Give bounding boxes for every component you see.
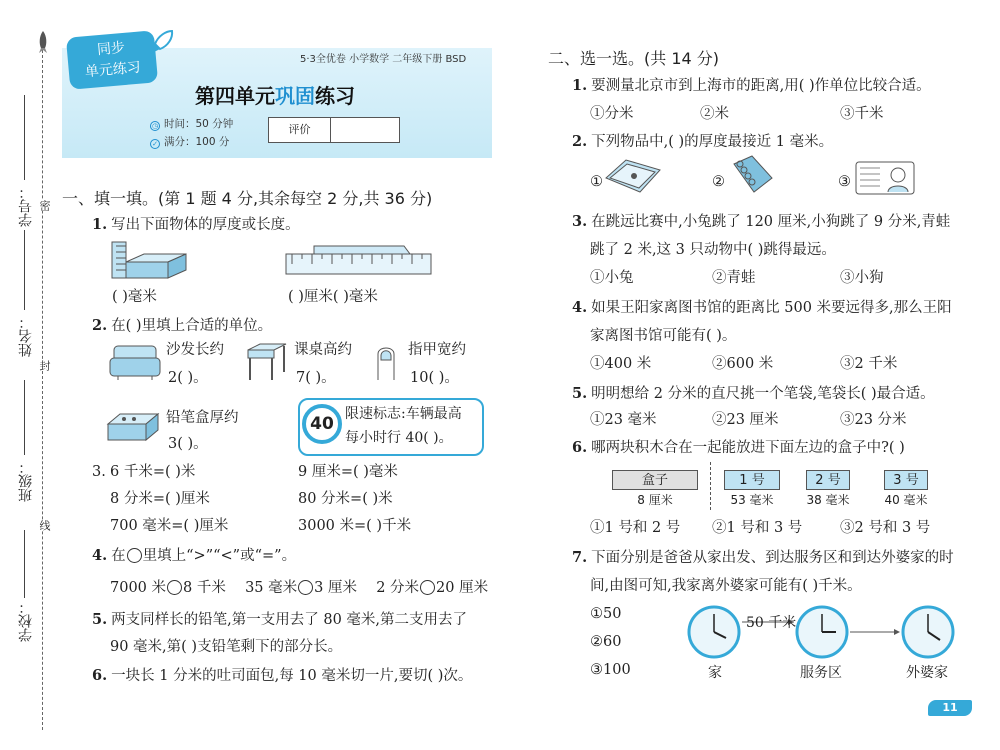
ruler-figure xyxy=(284,240,434,280)
q2-5-opt3[interactable]: ③23 分米 xyxy=(840,412,907,428)
q2-item-nail: 指甲宽约 xyxy=(408,342,466,358)
section-2-heading: 二、选一选。(共 14 分) xyxy=(548,49,720,68)
q-text: 写出下面物体的厚度或长度。 xyxy=(111,217,300,233)
clock-service-label: 服务区 xyxy=(800,665,842,681)
title-part-1: 第四单元 xyxy=(195,84,275,108)
school-label: 学校： xyxy=(18,600,34,642)
q2-5-opt2[interactable]: ②23 厘米 xyxy=(712,412,779,428)
q1-2 xyxy=(92,316,272,336)
q2-7-opt1[interactable]: ①50 xyxy=(590,606,622,622)
q2-4-opt2[interactable]: ②600 米 xyxy=(712,356,774,372)
compare-1-circle[interactable] xyxy=(167,580,182,595)
block-2-length: 38 毫米 xyxy=(806,493,850,507)
q1-5-line2[interactable]: 90 毫米,第( )支铅笔剩下的部分长。 xyxy=(110,639,343,655)
q2-5 xyxy=(572,384,935,404)
block-3-length: 40 毫米 xyxy=(884,493,928,507)
cut-char-1: 密 xyxy=(38,200,51,211)
q2-3-line2: 跳了 2 米,这 3 只动物中( )跳得最远。 xyxy=(590,242,836,258)
q-text: 两支同样长的铅笔,第一支用去了 80 毫米,第二支用去了 xyxy=(111,612,468,628)
desk-figure xyxy=(246,342,288,382)
cut-char-3: 线 xyxy=(38,520,51,531)
q-number: 2. xyxy=(572,133,588,150)
q2-blank-sofa[interactable]: 2( )。 xyxy=(168,370,208,386)
score-text: 满分：100 分 xyxy=(164,136,230,148)
q2-3-opt3[interactable]: ③小狗 xyxy=(840,270,884,286)
q2-1-opt2[interactable]: ②米 xyxy=(700,106,729,122)
q2-2-opt3[interactable]: ③ xyxy=(838,174,851,190)
title-highlight: 巩固 xyxy=(275,84,315,108)
sign-line-1: 限速标志:车辆最高 xyxy=(345,406,462,422)
q2-7-line2: 间,由图可知,我家离外婆家可能有( )千米。 xyxy=(590,578,862,594)
q2-item-pencil-case: 铅笔盒厚约 xyxy=(166,410,239,426)
class-line[interactable] xyxy=(24,380,25,455)
q-number: 4. xyxy=(572,299,588,316)
q2-4-line1 xyxy=(572,298,952,318)
q-number: 2. xyxy=(92,317,108,334)
student-id-line[interactable] xyxy=(24,95,25,180)
block-ruler-figure xyxy=(108,240,188,282)
q2-item-sofa: 沙发长约 xyxy=(166,342,224,358)
finger-figure xyxy=(372,342,400,382)
name-label: 姓名： xyxy=(18,315,34,357)
compare-3-circle[interactable] xyxy=(420,580,435,595)
box-block: 盒子 xyxy=(612,470,698,490)
compare-1-left: 7000 米 xyxy=(110,580,167,596)
tablet-figure xyxy=(604,158,662,196)
badge-line-2: 单元练习 xyxy=(84,59,142,81)
q-number: 1. xyxy=(92,216,108,233)
q2-2-opt2[interactable]: ② xyxy=(712,174,725,190)
q2-2 xyxy=(572,132,833,152)
q2-7-opt3[interactable]: ③100 xyxy=(590,662,631,678)
box-length: 8 厘米 xyxy=(637,493,673,507)
q4-compare-row xyxy=(110,578,488,598)
q2-3-line1 xyxy=(572,212,950,232)
time-limit xyxy=(150,116,233,131)
compare-3-right: 20 厘米 xyxy=(436,580,489,596)
compare-circle-icon xyxy=(127,548,142,563)
id-card-figure xyxy=(854,160,916,196)
q2-1-opt3[interactable]: ③千米 xyxy=(840,106,884,122)
notebook-figure xyxy=(730,154,774,196)
clock-grandma xyxy=(903,607,953,657)
check-icon: ✓ xyxy=(150,139,160,149)
q2-3-opt1[interactable]: ①小兔 xyxy=(590,270,634,286)
q2-item-desk: 课桌高约 xyxy=(294,342,352,358)
speed-limit-sign: 40 xyxy=(302,404,342,444)
q2-6-opt3[interactable]: ③2 号和 3 号 xyxy=(840,520,931,536)
q2-7-opt2[interactable]: ②60 xyxy=(590,634,622,650)
q2-5-opt1[interactable]: ①23 毫米 xyxy=(590,412,657,428)
evaluation-label: 评价 xyxy=(269,118,331,142)
block-2: 2 号 xyxy=(806,470,850,490)
q1-blank-a[interactable]: ( )毫米 xyxy=(112,289,157,305)
compare-2-left: 35 毫米 xyxy=(245,580,298,596)
sign-line-2[interactable]: 每小时行 40( )。 xyxy=(345,430,453,446)
clocks-figure xyxy=(686,602,956,662)
distance-label: 50 千米 xyxy=(746,615,797,631)
q2-7-line1 xyxy=(572,548,954,568)
class-label: 班级： xyxy=(18,460,34,502)
q2-1-opt1[interactable]: ①分米 xyxy=(590,106,634,122)
compare-2-circle[interactable] xyxy=(298,580,313,595)
q-text: 要测量北京市到上海市的距离,用( )作单位比较合适。 xyxy=(591,78,931,94)
clock-home-label: 家 xyxy=(708,665,722,681)
q-text: 哪两块积木合在一起能放进下面左边的盒子中?( ) xyxy=(591,440,905,456)
q-text: 明明想给 2 分米的直尺挑一个笔袋,笔袋长( )最合适。 xyxy=(591,386,935,402)
q-text-a: 在 xyxy=(111,548,126,564)
name-line[interactable] xyxy=(24,230,25,310)
clock-grandma-label: 外婆家 xyxy=(906,665,948,681)
q-text-b: 里填上“>”“<”或“=”。 xyxy=(142,548,297,564)
q2-blank-desk[interactable]: 7( )。 xyxy=(296,370,336,386)
compare-3-left: 2 分米 xyxy=(376,580,420,596)
q-text: 在跳远比赛中,小兔跳了 120 厘米,小狗跳了 9 分米,青蛙 xyxy=(591,214,951,230)
sync-badge xyxy=(66,30,158,89)
q-number: 6. xyxy=(92,667,108,684)
q1-3-number: 3. xyxy=(92,464,106,480)
q1-1 xyxy=(92,215,300,235)
q-text[interactable]: 一块长 1 分米的吐司面包,每 10 毫米切一片,要切( )次。 xyxy=(111,668,473,684)
clock-home xyxy=(689,607,739,657)
block-3: 3 号 xyxy=(884,470,928,490)
q-text: 在( )里填上合适的单位。 xyxy=(111,318,273,334)
rocket-icon xyxy=(146,28,176,58)
badge-line-1: 同步 xyxy=(96,39,126,59)
clock-icon: ◷ xyxy=(151,122,159,130)
block-1-length: 53 毫米 xyxy=(730,493,774,507)
q3-row1-left[interactable]: 6 千米=( )米 xyxy=(110,464,196,480)
q3-row2-left[interactable]: 8 分米=( )厘米 xyxy=(110,491,210,507)
cut-line xyxy=(42,50,43,730)
evaluation-box[interactable] xyxy=(268,117,400,143)
clock-service xyxy=(797,607,847,657)
q2-3-opt2[interactable]: ②青蛙 xyxy=(712,270,756,286)
pencil-case-figure xyxy=(106,410,160,444)
speed-limit-text xyxy=(345,402,462,450)
compare-1-right: 8 千米 xyxy=(183,580,226,596)
rocket-icon xyxy=(36,30,50,54)
q2-blank-nail[interactable]: 10( )。 xyxy=(410,370,459,386)
q3-row3-left[interactable]: 700 毫米=( )厘米 xyxy=(110,518,229,534)
q-number: 1. xyxy=(572,77,588,94)
divider xyxy=(710,462,711,510)
full-score xyxy=(150,134,229,149)
q2-4-opt3[interactable]: ③2 千米 xyxy=(840,356,898,372)
q1-4 xyxy=(92,546,296,566)
q1-blank-b[interactable]: ( )厘米( )毫米 xyxy=(288,289,378,305)
q-text: 下面分别是爸爸从家出发、到达服务区和到达外婆家的时 xyxy=(591,550,954,566)
page-number: 11 xyxy=(928,700,972,716)
cut-char-2: 封 xyxy=(38,360,51,371)
q-text: 下列物品中,( )的厚度最接近 1 毫米。 xyxy=(591,134,834,150)
page-title xyxy=(195,80,355,109)
series-info: 5·3全优卷 小学数学 二年级下册 BSD xyxy=(300,54,467,65)
q2-4-line2: 家离图书馆可能有( )。 xyxy=(590,328,737,344)
time-text: 时间：50 分钟 xyxy=(164,118,234,130)
q2-6 xyxy=(572,438,905,458)
school-line[interactable] xyxy=(24,530,25,598)
q1-5-line1 xyxy=(92,610,467,630)
q3-row3-right[interactable]: 3000 米=( )千米 xyxy=(298,518,412,534)
q-number: 3. xyxy=(572,213,588,230)
q-number: 7. xyxy=(572,549,588,566)
q3-row1-right[interactable]: 9 厘米=( )毫米 xyxy=(298,464,398,480)
q3-row2-right[interactable]: 80 分米=( )米 xyxy=(298,491,393,507)
block-1: 1 号 xyxy=(724,470,780,490)
q1-6 xyxy=(92,666,472,686)
q-number: 5. xyxy=(572,385,588,402)
q-number: 5. xyxy=(92,611,108,628)
q-text: 如果王阳家离图书馆的距离比 500 米要远得多,那么王阳 xyxy=(591,300,952,316)
sofa-figure xyxy=(108,342,162,382)
student-id-label: 学号： xyxy=(18,185,34,227)
q2-1 xyxy=(572,76,931,96)
q-number: 4. xyxy=(92,547,108,564)
q2-6-opt2[interactable]: ②1 号和 3 号 xyxy=(712,520,803,536)
section-1-heading: 一、填一填。(第 1 题 4 分,其余每空 2 分,共 36 分) xyxy=(62,189,433,208)
compare-2-right: 3 厘米 xyxy=(314,580,357,596)
q2-4-opt1[interactable]: ①400 米 xyxy=(590,356,652,372)
q2-blank-pencil-case[interactable]: 3( )。 xyxy=(168,436,208,452)
q2-2-opt1[interactable]: ① xyxy=(590,174,603,190)
q2-6-opt1[interactable]: ①1 号和 2 号 xyxy=(590,520,681,536)
q-number: 6. xyxy=(572,439,588,456)
title-part-2: 练习 xyxy=(315,84,355,108)
